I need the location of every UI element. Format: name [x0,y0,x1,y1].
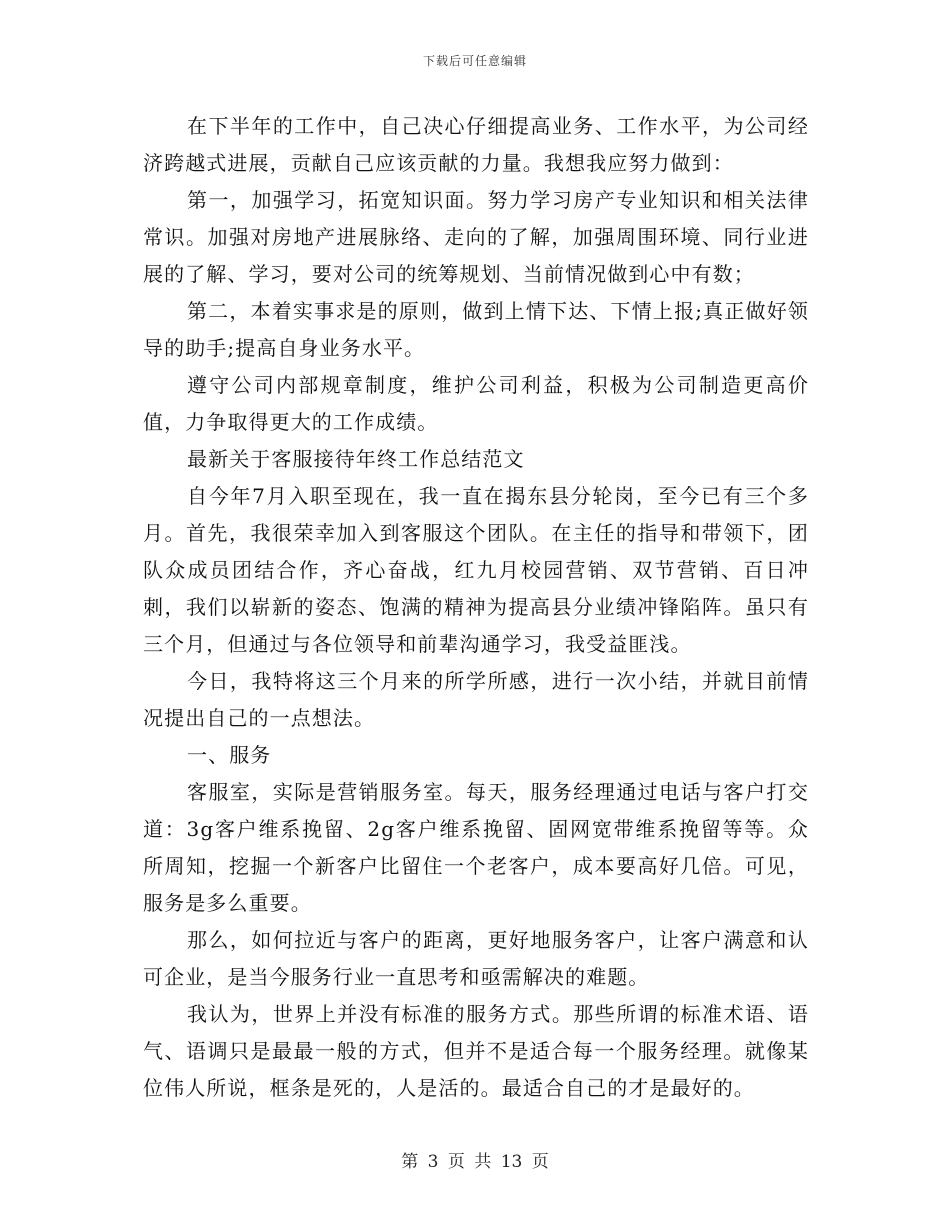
paragraph: 第一，加强学习，拓宽知识面。努力学习房产专业知识和相关法律常识。加强对房地产进展脉络、走向的了解，加强周围环境、同行业进展的了解、学习，要对公司的统筹规划、当前情况做到心中有数； [143,188,809,286]
paragraph: 第二，本着实事求是的原则，做到上情下达、下情上报;真正做好领导的助手;提高自身业务水平。 [143,299,809,360]
paragraph: 客服室，实际是营销服务室。每天，服务经理通过电话与客户打交道：3g客户维系挽留、2g客户维系挽留、固网宽带维系挽留等等。众所周知，挖掘一个新客户比留住一个老客户，成本要高好几倍。可见，服务是多么重要。 [143,780,809,915]
document-body [143,108,809,1107]
page-number: 第 3 页 共 13 页 [401,1152,549,1172]
paragraph: 今日，我特将这三个月来的所学所感，进行一次小结，并就目前情况提出自己的一点想法。 [143,669,809,730]
paragraph: 我认为，世界上并没有标准的服务方式。那些所谓的标准术语、语气、语调只是最最一般的方式，但并不是适合每一个服务经理。就像某位伟人所说，框条是死的，人是活的。最适合自己的才是最好的。 [143,1002,809,1100]
section-title: 最新关于客服接待年终工作总结范文 [187,447,525,471]
page-header-note: 下载后可任意编辑 [422,54,527,68]
paragraph: 自今年7月入职至现在，我一直在揭东县分轮岗，至今已有三个多月。首先，我很荣幸加入到客服这个团队。在主任的指导和带领下，团队众成员团结合作，齐心奋战，红九月校园营销、双节营销、百日冲刺，我们以崭新的姿态、饱满的精神为提高县分业绩冲锋陷阵。虽只有三个月，但通过与各位领导和前辈沟通学习，我受益匪浅。 [143,484,809,656]
section-heading: 一、服务 [187,743,272,767]
paragraph: 在下半年的工作中，自己决心仔细提高业务、工作水平，为公司经济跨越式进展，贡献自己应该贡献的力量。我想我应努力做到： [143,114,809,175]
paragraph: 遵守公司内部规章制度，维护公司利益，积极为公司制造更高价值，力争取得更大的工作成绩。 [143,373,809,434]
paragraph: 那么，如何拉近与客户的距离，更好地服务客户，让客户满意和认可企业，是当今服务行业一直思考和亟需解决的难题。 [143,928,809,989]
